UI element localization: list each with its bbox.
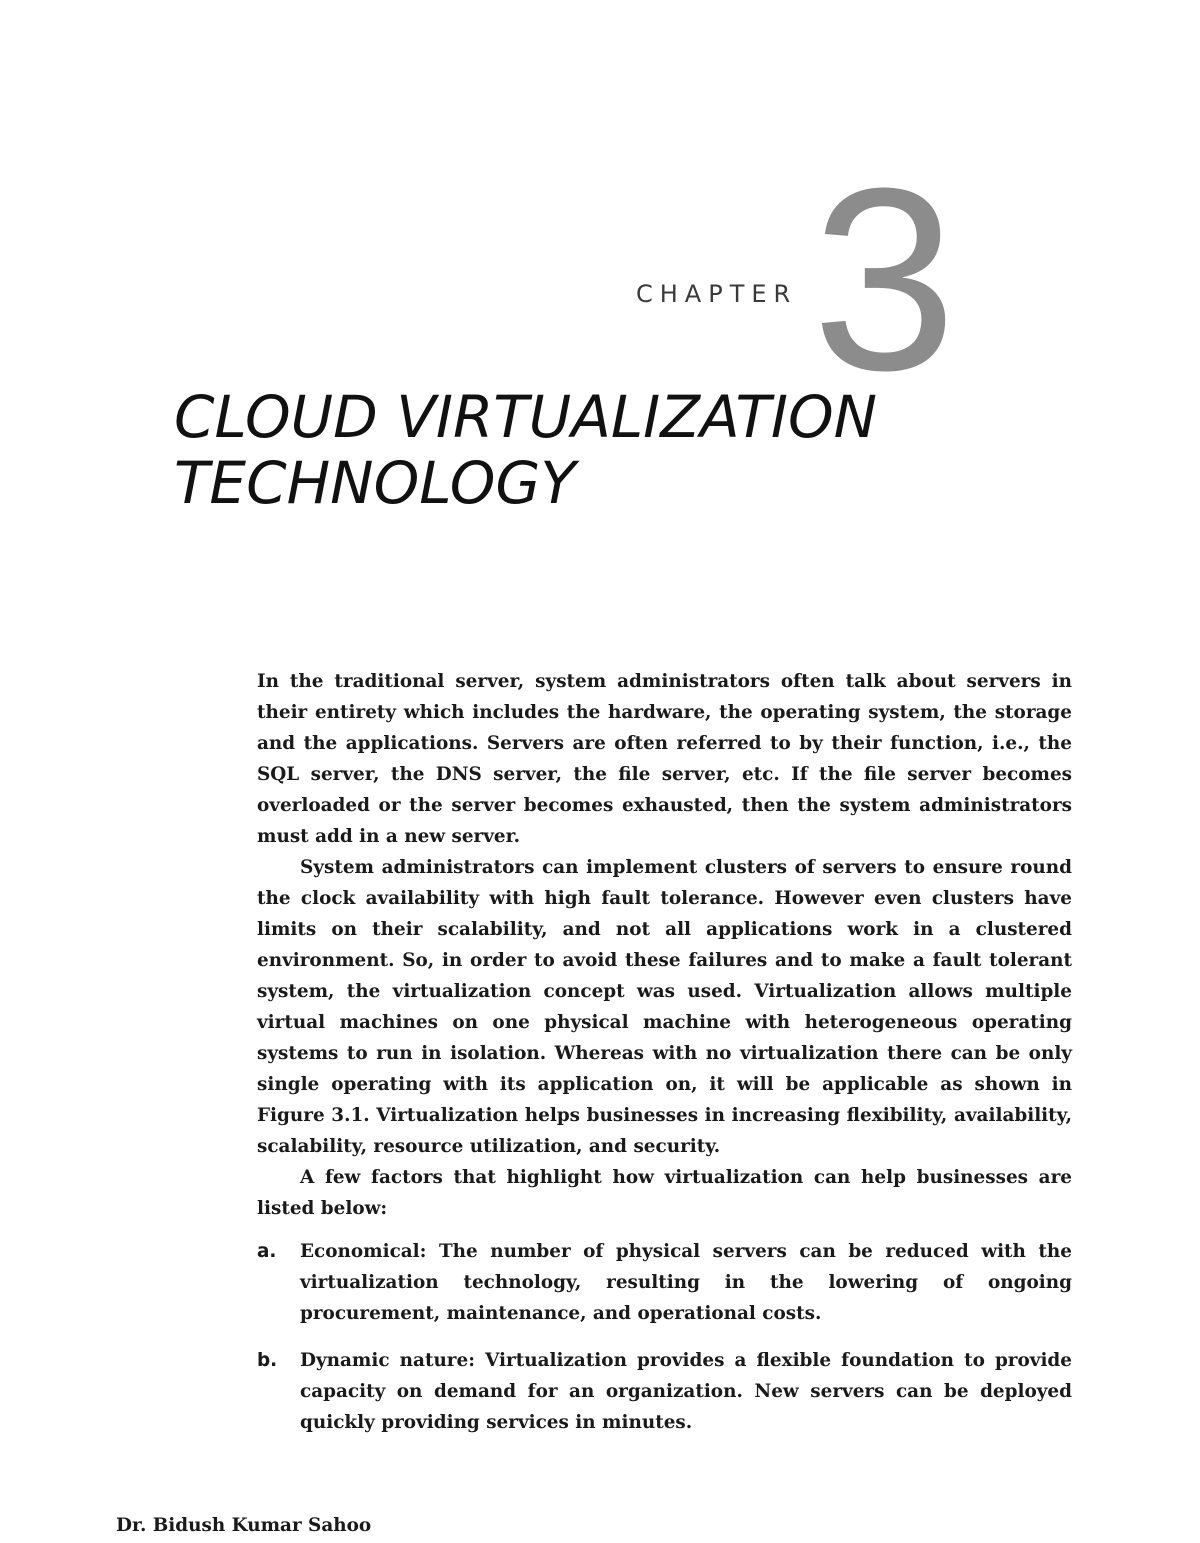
paragraph-1: In the traditional server, system administrators often talk about servers in their entirety which includes the hardware, the operating system, the storage and the applications. Servers are often referred to by their function, i.e., the SQL server, the DNS server, the file server, etc. If the file server becomes overloaded or the server becomes exhausted, then the system administrators must add in a new server. [257, 671, 1072, 847]
chapter-label: CHAPTER [636, 280, 798, 308]
list-marker: a. [257, 1241, 277, 1262]
list-item [257, 1345, 1072, 1438]
chapter-title [174, 384, 877, 516]
chapter-title-line-1: CLOUD VIRTUALIZATION [174, 383, 878, 451]
list-marker: b. [257, 1350, 278, 1371]
list-item-text: Dynamic nature: Virtualization provides a flexible foundation to provide capacity on demand for an organization. New servers can be deployed quickly providing services in minutes. [300, 1350, 1072, 1433]
body-text [257, 666, 1072, 1454]
factor-list [257, 1236, 1072, 1438]
paragraph-3: A few factors that highlight how virtualization can help businesses are listed below: [257, 1167, 1072, 1219]
chapter-number: 3 [812, 135, 957, 425]
list-item-text: Economical: The number of physical servers can be reduced with the virtualization technology, resulting in the lowering of ongoing procurement, maintenance, and operational costs. [300, 1241, 1072, 1324]
list-item [257, 1236, 1072, 1329]
paragraph-2: System administrators can implement clusters of servers to ensure round the clock availability with high fault tolerance. However even clusters have limits on their scalability, and not all applications work in a clustered environment. So, in order to avoid these failures and to make a fault tolerant system, the virtualization concept was used. Virtualization allows multiple virtual machines on one physical machine with heterogeneous operating systems to run in isolation. Whereas with no virtualization there can be only single operating with its application on, it will be applicable as shown in Figure 3.1. Virtualization helps businesses in increasing flexibility, availability, scalability, resource utilization, and security. [257, 857, 1072, 1157]
footer-author: Dr. Bidush Kumar Sahoo [116, 1515, 372, 1536]
chapter-title-line-2: TECHNOLOGY [174, 449, 576, 517]
